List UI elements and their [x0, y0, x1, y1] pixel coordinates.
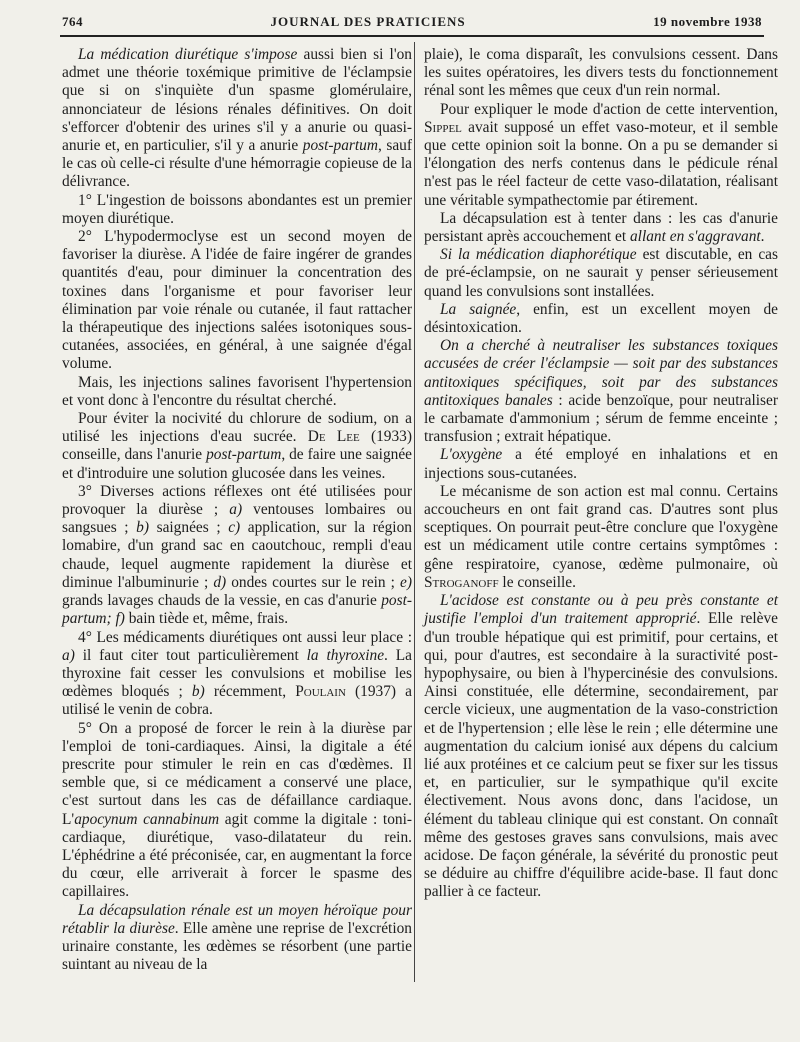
- paragraph: La décapsulation rénale est un moyen héroïque pour rétablir la diurèse. Elle amène une reprise de l'excrétion urinaire constante, les œdèmes se résorbent (une partie suintant au niveau de la: [62, 901, 412, 974]
- paragraph: 4° Les médicaments diurétiques ont aussi leur place : a) il faut citer tout particulièrement la thyroxine. La thyroxine fait cesser les convulsions et mobilise les œdèmes bloqués ; b) récemment, Poulain (1937) a utilisé le venin de cobra.: [62, 628, 412, 719]
- right-column: [424, 46, 778, 902]
- paragraph: On a cherché à neutraliser les substances toxiques accusées de créer l'éclampsie — soit par des substances antitoxiques spécifiques, soit par des substances antitoxiques banales : acide benzoïque, pour neutraliser le carbamate d'ammonium ; sérum de femme enceinte ; transfusion ; extrait hépatique.: [424, 337, 778, 446]
- page-number: 764: [62, 14, 83, 29]
- paragraph: La saignée, enfin, est un excellent moyen de désintoxication.: [424, 300, 778, 337]
- paragraph: La décapsulation est à tenter dans : les cas d'anurie persistant après accouchement et allant en s'aggravant.: [424, 209, 778, 246]
- paragraph: Pour éviter la nocivité du chlorure de sodium, on a utilisé les injections d'eau sucrée. De Lee (1933) conseille, dans l'anurie post-partum, de faire une saignée et d'introduire une solution glucosée dans les veines.: [62, 410, 413, 482]
- paragraph: 2° L'hypodermoclyse est un second moyen de favoriser la diurèse. A l'idée de faire ingérer de grandes quantités d'eau, pour diminuer la concentration des toxines dans l'organisme et pour favoriser leur élimination par voie rénale ou cutanée, il faut rattacher la thérapeutique des injections salées isotoniques sous-cutanées, associées, en général, à une saignée d'égal volume.: [62, 228, 412, 373]
- paragraph: L'acidose est constante ou à peu près constante et justifie l'emploi d'un traitement approprié. Elle relève d'un trouble hépatique qui est primitif, pour certains, et qui, pour d'autres, est secondaire à la suractivité post-hypophysaire, ou bien à l'hypercinésie des convulsions. Ainsi constituée, elle détermine, secondairement, par cercle vicieux, une augmentation de la vaso-constriction et de l'hypertension ; elle lèse le rein ; elle détermine une augmentation du calcium ionisé aux dépens du calcium lié aux protéines et ce calcium peut se fixer sur les tissus et, en particulier, sur le sympathique qu'il excite électivement. Nous avons donc, dans l'acidose, un élément du tableau clinique qui est constant. On connaît même des gestoses graves sans convulsions, mais avec acidose. De façon générale, la sévérité du pronostic peut se déduire au chiffre d'équilibre acide-base. Il faut donc pallier à ce facteur.: [424, 592, 779, 901]
- header-rule: [60, 35, 764, 37]
- paragraph: La médication diurétique s'impose aussi bien si l'on admet une théorie toxémique primitive de l'éclampsie que si on s'inquiète d'un spasme glomérulaire, annonciateur de lésions rénales définitives. On doit s'efforcer d'obtenir des urines s'il y a anurie ou quasi-anurie et, en particulier, s'il y a anurie post-partum, sauf le cas où celle-ci résulte d'une hémorragie copieuse de la délivrance.: [62, 46, 412, 191]
- paragraph: L'oxygène a été employé en inhalations et en injections sous-cutanées.: [424, 446, 778, 482]
- author-name: De Lee: [307, 428, 360, 446]
- column-divider: [414, 42, 415, 982]
- author-name: Sippel: [424, 118, 462, 136]
- journal-title: JOURNAL DES PRATICIENS: [270, 14, 466, 29]
- paragraph: 1° L'ingestion de boissons abondantes est un premier moyen diurétique.: [62, 191, 412, 227]
- paragraph: Si la médication diaphorétique est discutable, en cas de pré-éclampsie, on ne saurait y penser sérieusement quand les convulsions sont installées.: [424, 246, 778, 300]
- paragraph: 5° On a proposé de forcer le rein à la diurèse par l'emploi de toni-cardiaques. Ainsi, la digitale a été prescrite pour stimuler le rein en cas d'œdèmes. Il semble que, si ce médicament a conservé une place, c'est surtout dans les cas de défaillance cardiaque. L'apocynum cannabinum agit comme la digitale : toni-cardiaque, diurétique, vaso-dilatateur du rein. L'éphédrine a été préconisée, car, en augmentant la force du cœur, elle arriverait à forcer le spasme des capillaires.: [62, 719, 412, 901]
- running-header: [62, 14, 762, 36]
- issue-date: 19 novembre 1938: [653, 14, 762, 29]
- paragraph: plaie), le coma disparaît, les convulsions cessent. Dans les suites opératoires, les divers tests du fonctionnement rénal sont les mêmes que ceux d'un rein normal.: [424, 46, 778, 100]
- paragraph: Le mécanisme de son action est mal connu. Certains accoucheurs en ont fait grand cas. D'autres sont plus sceptiques. On pourrait peut-être conclure que l'oxygène est un médicament utile contre certains symptômes : gêne respiratoire, cyanose, œdème pulmonaire, où Stroganoff le conseille.: [424, 482, 778, 591]
- left-column: [62, 46, 412, 974]
- paragraph: 3° Diverses actions réflexes ont été utilisées pour provoquer la diurèse ; a) ventouses lombaires ou sangsues ; b) saignées ; c) application, sur la région lomabire, d'un grand sac en caoutchouc, rempli d'eau chaude, lequel augmente rapidement la diurèse et diminue l'albuminurie ; d) ondes courtes sur le rein ; e) grands lavages chauds de la vessie, en cas d'anurie post-partum; f) bain tiède et, même, frais.: [62, 482, 412, 628]
- author-name: Poulain: [295, 683, 346, 701]
- author-name: Stroganoff: [424, 573, 499, 591]
- paragraph: Mais, les injections salines favorisent l'hypertension et vont donc à l'encontre du résultat cherché.: [62, 373, 412, 409]
- paragraph: Pour expliquer le mode d'action de cette intervention, Sippel avait supposé un effet vaso-moteur, et il semble que cette opinion soit la bonne. On a pu se demander si l'élongation des nerfs contenus dans le pédicule rénal n'est pas le réel facteur de cette vaso-dilatation, réalisant une véritable sympathectomie par étirement.: [424, 100, 778, 209]
